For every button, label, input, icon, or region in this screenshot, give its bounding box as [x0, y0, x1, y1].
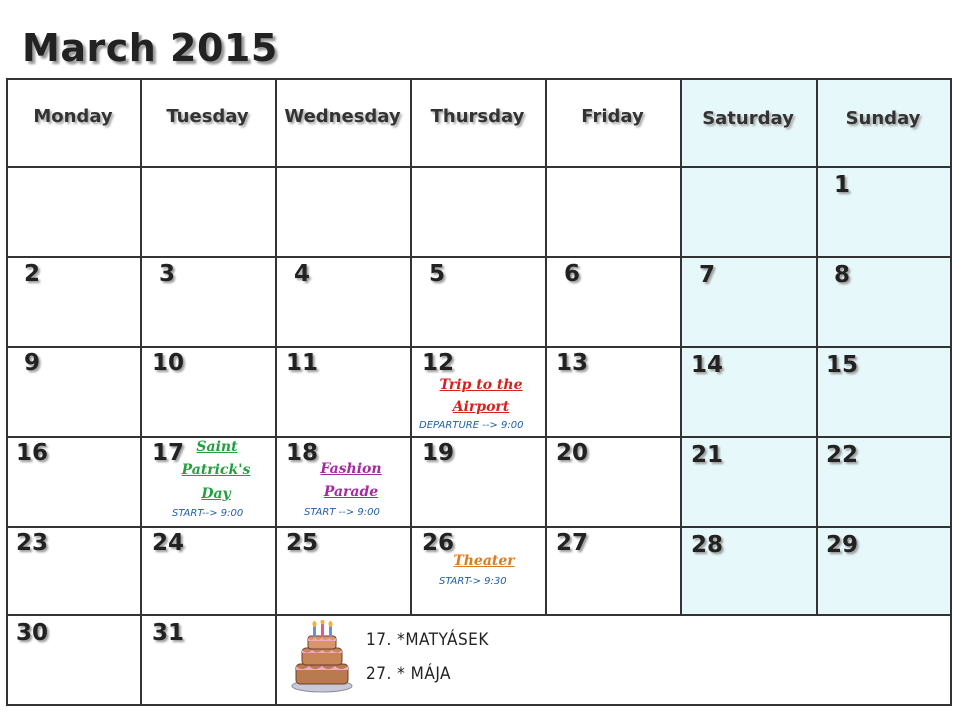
event-fashion-title-1: Fashion [320, 461, 382, 477]
header-wednesday: Wednesday [284, 106, 401, 127]
day-3[interactable]: 3 [159, 261, 176, 287]
header-sunday: Sunday [845, 108, 921, 129]
day-9[interactable]: 9 [24, 350, 41, 376]
day-22[interactable]: 22 [826, 442, 859, 468]
header-monday: Monday [33, 106, 113, 127]
header-thursday: Thursday [430, 106, 525, 127]
day-1[interactable]: 1 [834, 172, 851, 198]
day-8[interactable]: 8 [834, 262, 851, 288]
day-7[interactable]: 7 [699, 262, 716, 288]
day-17[interactable]: 17 [152, 440, 185, 466]
event-fashion-title-2: Parade [323, 484, 379, 500]
header-saturday: Saturday [702, 108, 794, 129]
event-airport-title-1: Trip to the [439, 377, 523, 393]
grid-line [6, 614, 950, 616]
event-patrick-title-1: Saint [196, 439, 238, 455]
day-13[interactable]: 13 [556, 350, 589, 376]
day-18[interactable]: 18 [286, 440, 319, 466]
event-patrick-detail: START--> 9:00 [172, 508, 244, 519]
event-airport-detail: DEPARTURE --> 9:00 [419, 420, 524, 431]
day-26[interactable]: 26 [422, 530, 455, 556]
event-patrick-title-2: Patrick's [181, 462, 251, 478]
grid-line [140, 78, 142, 704]
grid-line [6, 346, 950, 348]
day-21[interactable]: 21 [691, 442, 724, 468]
birthday-note-2: 27. * MÁJA [366, 664, 451, 684]
event-airport-title-2: Airport [452, 399, 510, 415]
day-30[interactable]: 30 [16, 620, 49, 646]
day-27[interactable]: 27 [556, 530, 589, 556]
day-19[interactable]: 19 [422, 440, 455, 466]
grid-line [6, 436, 950, 438]
day-16[interactable]: 16 [16, 440, 49, 466]
day-11[interactable]: 11 [286, 350, 319, 376]
day-14[interactable]: 14 [691, 352, 724, 378]
event-theater-title: Theater [453, 553, 515, 569]
event-patrick-title-3: Day [201, 486, 231, 502]
day-29[interactable]: 29 [826, 532, 859, 558]
day-12[interactable]: 12 [422, 350, 455, 376]
event-theater-detail: START-> 9:30 [439, 576, 507, 587]
day-23[interactable]: 23 [16, 530, 49, 556]
event-fashion-detail: START --> 9:00 [304, 507, 380, 518]
header-tuesday: Tuesday [166, 106, 249, 127]
day-20[interactable]: 20 [556, 440, 589, 466]
day-24[interactable]: 24 [152, 530, 185, 556]
grid-line [6, 256, 950, 258]
day-10[interactable]: 10 [152, 350, 185, 376]
grid-line [6, 166, 950, 168]
day-28[interactable]: 28 [691, 532, 724, 558]
day-6[interactable]: 6 [564, 261, 581, 287]
birthday-note-1: 17. *MATYÁSEK [366, 630, 489, 650]
day-4[interactable]: 4 [294, 261, 311, 287]
grid-line [6, 526, 950, 528]
header-friday: Friday [581, 106, 644, 127]
grid-line [275, 78, 277, 704]
day-31[interactable]: 31 [152, 620, 185, 646]
calendar-title: March 2015 [22, 26, 278, 70]
calendar-grid [6, 78, 950, 704]
day-15[interactable]: 15 [826, 352, 859, 378]
day-25[interactable]: 25 [286, 530, 319, 556]
birthday-cake-icon [288, 620, 356, 694]
day-5[interactable]: 5 [429, 261, 446, 287]
day-2[interactable]: 2 [24, 261, 41, 287]
